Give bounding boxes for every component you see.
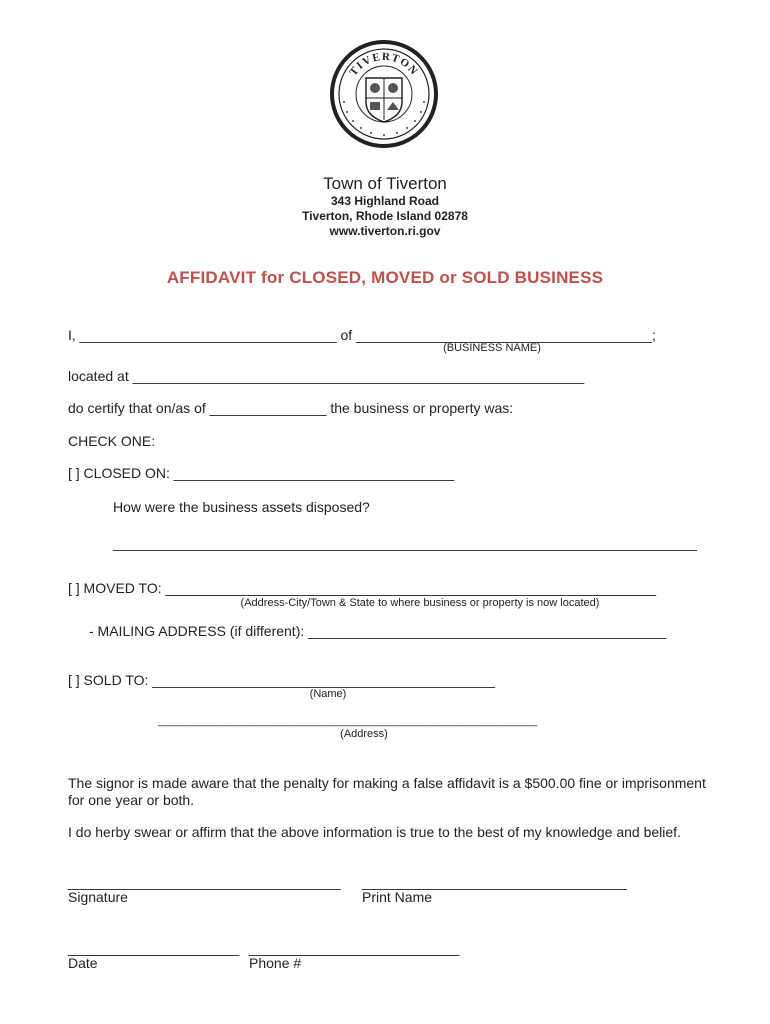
moved-address-caption: (Address-City/Town & State to where business or property is now located) [240, 597, 600, 609]
street-address: 343 Highland Road [330, 194, 440, 208]
signature-line[interactable]: ___________________________________ [68, 874, 341, 890]
date-label: Date [68, 955, 98, 971]
assets-answer-line[interactable]: ___________________________________________________________________________ [113, 535, 697, 551]
sold-name-caption: (Name) [309, 688, 347, 700]
phone-label: Phone # [249, 955, 302, 971]
signature-label: Signature [68, 889, 128, 905]
seal-emblem-2 [388, 83, 398, 93]
document-title: AFFIDAVIT for CLOSED, MOVED or SOLD BUSINESS [166, 268, 604, 287]
location-line[interactable]: located at __________________________________________________________ [68, 368, 585, 384]
penalty-statement-line2: for one year or both. [68, 792, 195, 808]
business-name-caption: (BUSINESS NAME) [443, 342, 541, 354]
owner-business-line[interactable]: I, _________________________________ of ______________________________________; [68, 327, 656, 343]
closed-on-option[interactable]: [ ] CLOSED ON: ____________________________________ [68, 465, 455, 481]
assets-question: How were the business assets disposed? [113, 499, 370, 515]
swear-statement: I do herby swear or affirm that the above information is true to the best of my knowledge and belief. [68, 824, 681, 840]
website: www.tiverton.ri.gov [329, 224, 441, 238]
sold-address-caption: (Address) [340, 728, 388, 740]
date-line[interactable]: ______________________ [68, 940, 240, 956]
print-name-label: Print Name [362, 889, 433, 905]
seal-emblem-1 [370, 83, 380, 93]
penalty-statement-line1: The signor is made aware that the penalty for making a false affidavit is a $500.00 fine or imprisonment [68, 775, 706, 791]
seal-title-text: TIVERTON [347, 50, 421, 79]
mailing-address-line[interactable]: - MAILING ADDRESS (if different): ______________________________________________ [89, 623, 667, 639]
city-state-zip: Tiverton, Rhode Island 02878 [302, 209, 468, 223]
town-seal [330, 40, 438, 148]
moved-to-option[interactable]: [ ] MOVED TO: _______________________________________________________________ [68, 580, 657, 596]
certify-date-line[interactable]: do certify that on/as of _______________ the business or property was: [68, 400, 514, 416]
sold-to-option[interactable]: [ ] SOLD TO: ____________________________________________ [68, 672, 495, 688]
town-name: Town of Tiverton [323, 174, 447, 193]
print-name-line[interactable]: __________________________________ [362, 874, 627, 890]
seal-emblem-3 [370, 102, 380, 110]
sold-address-line[interactable]: ______________________________________________________________ [158, 715, 538, 727]
phone-line[interactable]: ___________________________ [249, 940, 460, 956]
check-one-label: CHECK ONE: [68, 433, 156, 449]
